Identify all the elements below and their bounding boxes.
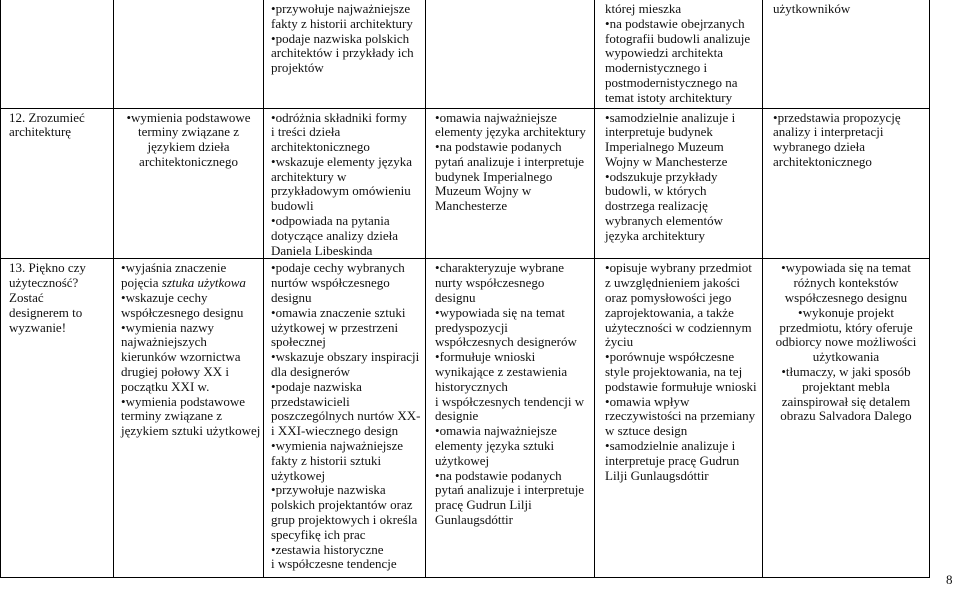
- requirements-cell-col-2: [114, 108, 264, 259]
- requirements-cell-col-3: [264, 259, 426, 578]
- requirement-item: • na podstawie podanych pytań analizuje i interpretuje pracę Gudrun Lilji Gunlaugsdóttir: [435, 469, 592, 528]
- requirements-cell-col-4: [426, 0, 595, 108]
- requirements-cell-col-3: [264, 108, 426, 259]
- requirement-item: • wskazuje obszary inspiracji dla designerów: [271, 350, 423, 380]
- requirement-item: • wymienia najważniejsze fakty z historii sztuki użytkowej: [271, 439, 423, 483]
- table-row: [1, 108, 930, 259]
- requirement-item: • tłumaczy, w jaki sposób projektant mebla zainspirował się detalem obrazu Salvadora Dalego: [765, 365, 927, 424]
- requirements-cell-col-6: [763, 0, 930, 108]
- requirement-item: • formułuje wnioski wynikające z zestawienia historycznych i współczesnych tendencji w designie: [435, 350, 592, 424]
- topic-cell: 12. Zrozumieć architekturę: [1, 108, 114, 259]
- curriculum-table-body: [1, 0, 930, 578]
- requirements-cell-col-6: [763, 259, 930, 578]
- requirement-item: • wskazuje cechy współczesnego designu: [121, 291, 261, 321]
- requirement-item: • porównuje współczesne style projektowania, na tej podstawie formułuje wnioski: [605, 350, 760, 394]
- requirement-item: • przywołuje najważniejsze fakty z historii architektury: [271, 2, 423, 32]
- requirement-item: • wymienia podstawowe terminy związane z językiem dzieła architektonicznego: [116, 111, 261, 170]
- requirement-item: • odróżnia składniki formy i treści dzieła architektonicznego: [271, 111, 423, 155]
- requirement-item: • samodzielnie analizuje i interpretuje pracę Gudrun Lilji Gunlaugsdóttir: [605, 439, 760, 483]
- requirement-item: • przedstawia propozycję analizy i interpretacji wybranego dzieła architektonicznego: [773, 111, 927, 170]
- page-number: 8: [946, 572, 953, 587]
- requirement-item: • zestawia historyczne i współczesne tendencje: [271, 543, 423, 573]
- requirement-item: • na podstawie podanych pytań analizuje i interpretuje budynek Imperialnego Muzeum Wojny w Manchesterze: [435, 140, 592, 214]
- requirements-cell-col-2: [114, 259, 264, 578]
- requirement-item: • wykonuje projekt przedmiotu, który oferuje odbiorcy nowe możliwości użytkowania: [765, 306, 927, 365]
- topic-cell: [1, 0, 114, 108]
- requirement-item: • podaje nazwiska polskich architektów i przykłady ich projektów: [271, 32, 423, 76]
- continued-text: której mieszka: [605, 1, 682, 16]
- requirement-item: • podaje cechy wybranych nurtów współczesnego designu: [271, 261, 423, 305]
- requirement-item: • samodzielnie analizuje i interpretuje budynek Imperialnego Muzeum Wojny w Manchesterze: [605, 111, 760, 170]
- requirement-item: • odszukuje przykłady budowli, w których dostrzega realizację wybranych elementów języka architektury: [605, 170, 760, 244]
- requirements-cell-col-5: [595, 108, 763, 259]
- requirement-item: • odpowiada na pytania dotyczące analizy dzieła Daniela Libeskinda: [271, 214, 423, 258]
- requirement-item: • omawia wpływ rzeczywistości na przemiany w sztuce design: [605, 395, 760, 439]
- requirements-cell-col-5: [595, 259, 763, 578]
- requirement-item: • na podstawie obejrzanych fotografii budowli analizuje wypowiedzi architekta modernistycznego i postmodernistycznego na temat istoty architektury: [605, 17, 760, 106]
- requirements-cell-col-6: [763, 108, 930, 259]
- requirement-item: • wypowiada się na temat różnych kontekstów współczesnego designu: [765, 261, 927, 305]
- requirement-item: • omawia najważniejsze elementy języka architektury: [435, 111, 592, 141]
- requirement-item: • wymienia podstawowe terminy związane z językiem sztuki użytkowej: [121, 395, 261, 439]
- requirements-cell-col-3: [264, 0, 426, 108]
- table-row: [1, 0, 930, 108]
- requirements-cell-col-2: [114, 0, 264, 108]
- continued-text: użytkowników: [773, 1, 851, 16]
- requirement-item: • charakteryzuje wybrane nurty współczesnego designu: [435, 261, 592, 305]
- topic-cell: 13. Piękno czy użyteczność? Zostać designerem to wyzwanie!: [1, 259, 114, 578]
- italic-term: sztuka użytkowa: [161, 275, 246, 291]
- item-text: wyjaśnia znaczenie pojęcia: [121, 260, 227, 291]
- requirement-item: • omawia znaczenie sztuki użytkowej w przestrzeni społecznej: [271, 306, 423, 350]
- table-row: [1, 259, 930, 578]
- requirement-item: • opisuje wybrany przedmiot z uwzględnieniem jakości oraz pomysłowości jego zaprojektowania, a także użyteczności w codziennym życiu: [605, 261, 760, 350]
- requirement-item: • wypowiada się na temat predyspozycji współczesnych designerów: [435, 306, 592, 350]
- requirement-item: [121, 261, 261, 291]
- requirement-item: • wymienia nazwy najważniejszych kierunków wzornictwa drugiej połowy XX i początku XXI w.: [121, 321, 261, 395]
- requirements-cell-col-5: [595, 0, 763, 108]
- requirement-item: • podaje nazwiska przedstawicieli poszczególnych nurtów XX- i XXI-wiecznego design: [271, 380, 423, 439]
- requirement-item: • wskazuje elementy języka architektury w przykładowym omówieniu budowli: [271, 155, 423, 214]
- requirements-cell-col-4: [426, 259, 595, 578]
- requirement-item: • omawia najważniejsze elementy języka sztuki użytkowej: [435, 424, 592, 468]
- requirement-item: • przywołuje nazwiska polskich projektantów oraz grup projektowych i określa specyfikę ich prac: [271, 483, 423, 542]
- requirements-cell-col-4: [426, 108, 595, 259]
